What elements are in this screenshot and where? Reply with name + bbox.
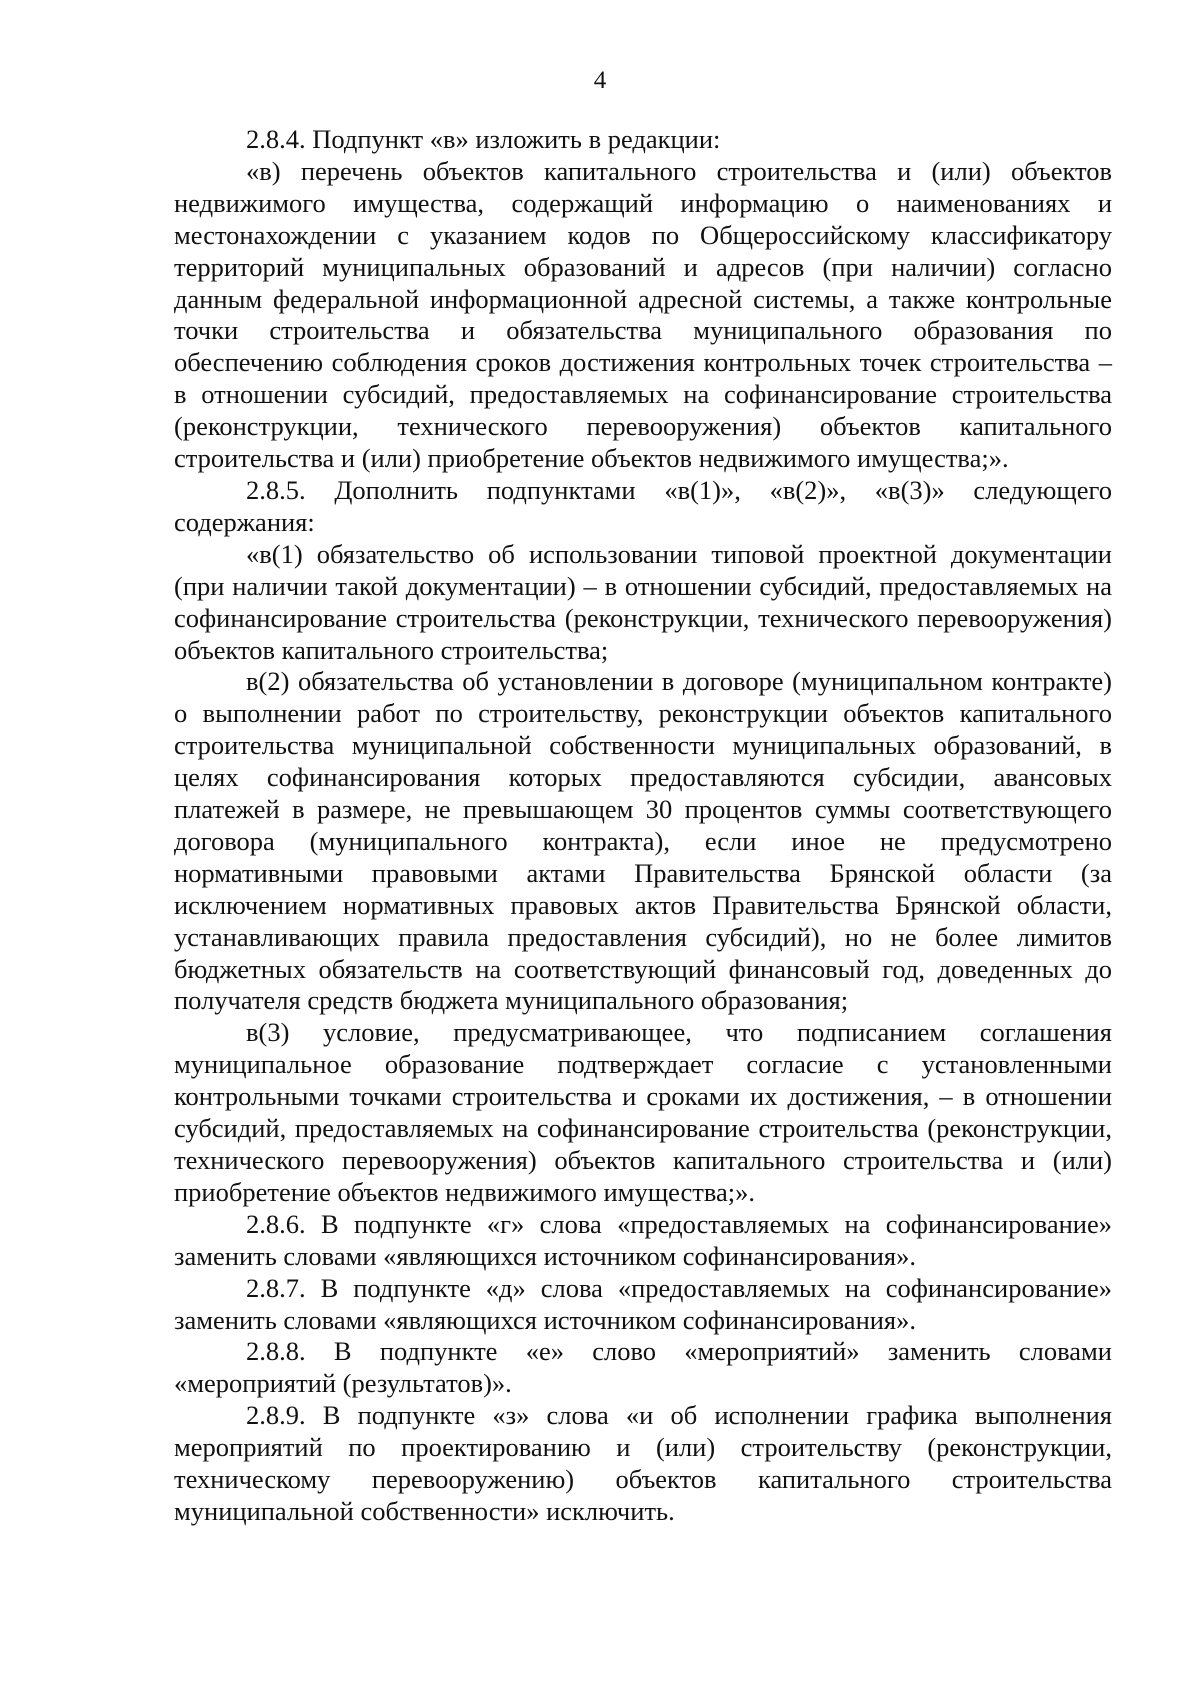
paragraph-subitem-v3: в(3) условие, предусматривающее, что подписанием соглашения муниципальное образование подтверждает согласие с установленными контрольными точками строительства и сроками их достижения, – в отношении субсидий, предоставляемых на софинансирование строительства (реконструкции, технического перевооружения) объектов капитального строительства и (или) приобретение объектов недвижимого имущества;».	[174, 1017, 1112, 1207]
paragraph-subitem-v1: «в(1) обязательство об использовании типовой проектной документации (при наличии такой документации) – в отношении субсидий, предоставляемых на софинансирование строительства (реконструкции, технического перевооружения) объектов капитального строительства;	[174, 538, 1112, 665]
paragraph-2-8-4: 2.8.4. Подпункт «в» изложить в редакции:	[246, 124, 721, 154]
paragraph-2-8-6: 2.8.6. В подпункте «г» слова «предоставляемых на софинансирование» заменить словами «являющихся источником софинансирования».	[174, 1208, 1112, 1271]
paragraph-2-8-7: 2.8.7. В подпункте «д» слова «предоставляемых на софинансирование» заменить словами «являющихся источником софинансирования».	[174, 1272, 1112, 1335]
paragraph-subitem-v: «в) перечень объектов капитального строительства и (или) объектов недвижимого имущества, содержащий информацию о наименованиях и местонахождении с указанием кодов по Общероссийскому классификатору территорий муниципальных образований и адресов (при наличии) согласно данным федеральной информационной адресной системы, а также контрольные точки строительства и обязательства муниципального образования по обеспечению соблюдения сроков достижения контрольных точек строительства – в отношении субсидий, предоставляемых на софинансирование строительства (реконструкции, технического перевооружения) объектов капитального строительства и (или) приобретение объектов недвижимого имущества;».	[174, 155, 1112, 474]
paragraph-2-8-8: 2.8.8. В подпункте «е» слово «мероприятий» заменить словами «мероприятий (результатов)».	[174, 1336, 1112, 1399]
paragraph-subitem-v2: в(2) обязательства об установлении в договоре (муниципальном контракте) о выполнении работ по строительству, реконструкции объектов капитального строительства муниципальной собственности муниципальных образований, в целях софинансирования которых предоставляются субсидии, авансовых платежей в размере, не превышающем 30 процентов суммы соответствующего договора (муниципального контракта), если иное не предусмотрено нормативными правовыми актами Правительства Брянской области (за исключением нормативных правовых актов Правительства Брянской области, устанавливающих правила предоставления субсидий), но не более лимитов бюджетных обязательств на соответствующий финансовый год, доведенных до получателя средств бюджета муниципального образования;	[174, 666, 1112, 1016]
paragraph-2-8-5: 2.8.5. Дополнить подпунктами «в(1)», «в(2)», «в(3)» следующего содержания:	[174, 474, 1112, 537]
paragraph-2-8-9: 2.8.9. В подпункте «з» слова «и об исполнении графика выполнения мероприятий по проектированию и (или) строительству (реконструкции, техническому перевооружению) объектов капитального строительства муниципальной собственности» исключить.	[174, 1400, 1112, 1526]
document-body	[174, 124, 1112, 1528]
page-number: 4	[593, 67, 607, 94]
